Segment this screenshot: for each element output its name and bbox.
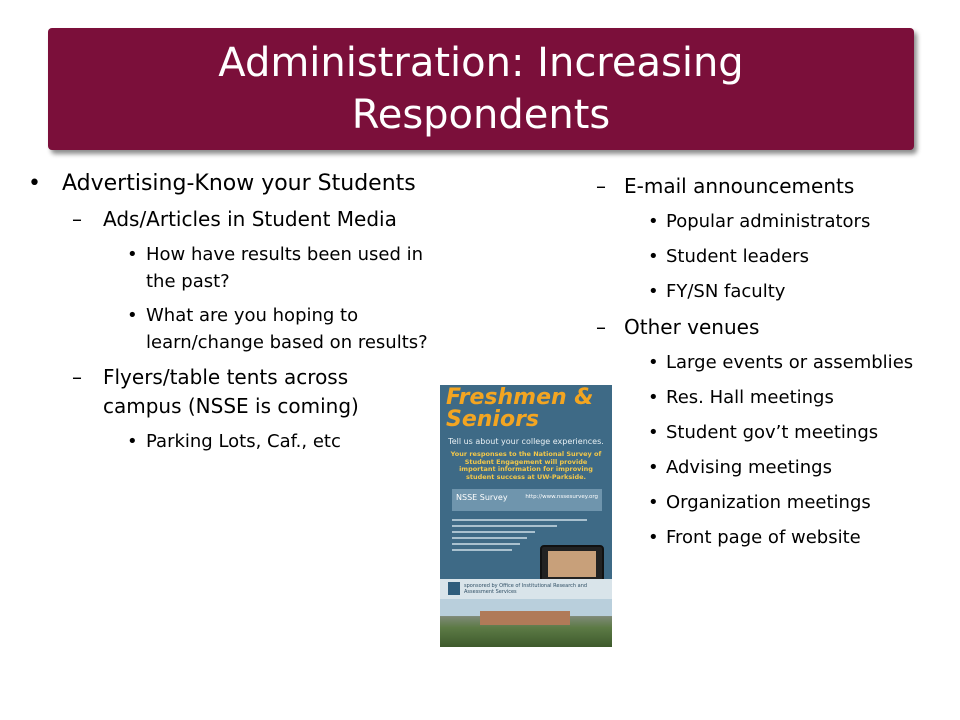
list-item: [588, 243, 948, 270]
bullet-icon: •: [127, 305, 138, 326]
slide-title: Administration: Increasing Respondents: [218, 40, 744, 138]
list-item: [588, 313, 948, 342]
bullet-icon: •: [648, 387, 659, 408]
title-bar: [48, 28, 914, 150]
list-item: [588, 208, 948, 235]
list-item-text: Front page of website: [666, 527, 861, 548]
bullet-icon: •: [648, 527, 659, 548]
dash-icon: –: [596, 174, 606, 198]
list-item-text: Other venues: [624, 315, 760, 339]
list-item-text: Student gov’t meetings: [666, 422, 879, 443]
list-item: [588, 278, 948, 305]
nsse-poster-image: [440, 385, 612, 647]
ipod-screen: [548, 551, 596, 577]
bullet-icon: •: [648, 457, 659, 478]
bullet-icon: •: [648, 246, 659, 267]
bullet-icon: •: [648, 422, 659, 443]
poster-survey-name: NSSE Survey: [456, 493, 508, 502]
dash-icon: –: [72, 365, 82, 389]
bullet-icon: •: [648, 492, 659, 513]
list-item-text: E-mail announcements: [624, 174, 855, 198]
left-column: [28, 168, 428, 462]
list-item: [28, 205, 428, 234]
bullet-icon: •: [127, 431, 138, 452]
poster-survey-band: [452, 489, 602, 511]
bullet-icon: •: [648, 211, 659, 232]
poster-highlight: Your responses to the National Survey of Student Engagement will provide important information for improving student success at UW-Parkside.: [450, 450, 602, 481]
list-item: [588, 172, 948, 201]
list-item: [28, 302, 428, 356]
list-item-text: Popular administrators: [666, 211, 871, 232]
bullet-icon: •: [28, 171, 41, 196]
list-item-text: Flyers/table tents across campus (NSSE is coming): [103, 365, 359, 418]
poster-subtitle: Tell us about your college experiences.: [448, 437, 604, 446]
bullet-icon: •: [648, 281, 659, 302]
list-item: [28, 363, 428, 421]
list-item: [588, 489, 948, 516]
list-item-text: FY/SN faculty: [666, 281, 786, 302]
poster-url: http://www.nssesurvey.org: [525, 494, 598, 500]
list-item-text: What are you hoping to learn/change based on results?: [146, 305, 428, 353]
list-item-text: Student leaders: [666, 246, 809, 267]
poster-sponsor-band: [440, 579, 612, 599]
list-item: [28, 168, 428, 199]
list-item-text: Res. Hall meetings: [666, 387, 834, 408]
bullet-icon: •: [648, 352, 659, 373]
list-item: [588, 524, 948, 551]
dash-icon: –: [72, 207, 82, 231]
list-item: [588, 349, 948, 376]
dash-icon: –: [596, 315, 606, 339]
list-item: [28, 241, 428, 295]
list-item-text: Ads/Articles in Student Media: [103, 207, 397, 231]
list-item: [588, 419, 948, 446]
bullet-icon: •: [127, 244, 138, 265]
university-logo-icon: [448, 582, 460, 595]
list-item-text: How have results been used in the past?: [146, 244, 424, 292]
ipod-image: [540, 545, 604, 583]
list-item: [588, 384, 948, 411]
list-item: [588, 454, 948, 481]
campus-building: [480, 611, 570, 625]
list-item-text: Advertising-Know your Students: [62, 171, 416, 196]
poster-title: Freshmen & Seniors: [446, 385, 594, 432]
list-item-text: Parking Lots, Caf., etc: [146, 431, 341, 452]
list-item-text: Organization meetings: [666, 492, 871, 513]
list-item: [28, 428, 428, 455]
right-column: [588, 172, 948, 559]
list-item-text: Advising meetings: [666, 457, 832, 478]
poster-sponsor: sponsored by Office of Institutional Research and Assessment Services: [464, 583, 588, 595]
list-item-text: Large events or assemblies: [666, 352, 914, 373]
